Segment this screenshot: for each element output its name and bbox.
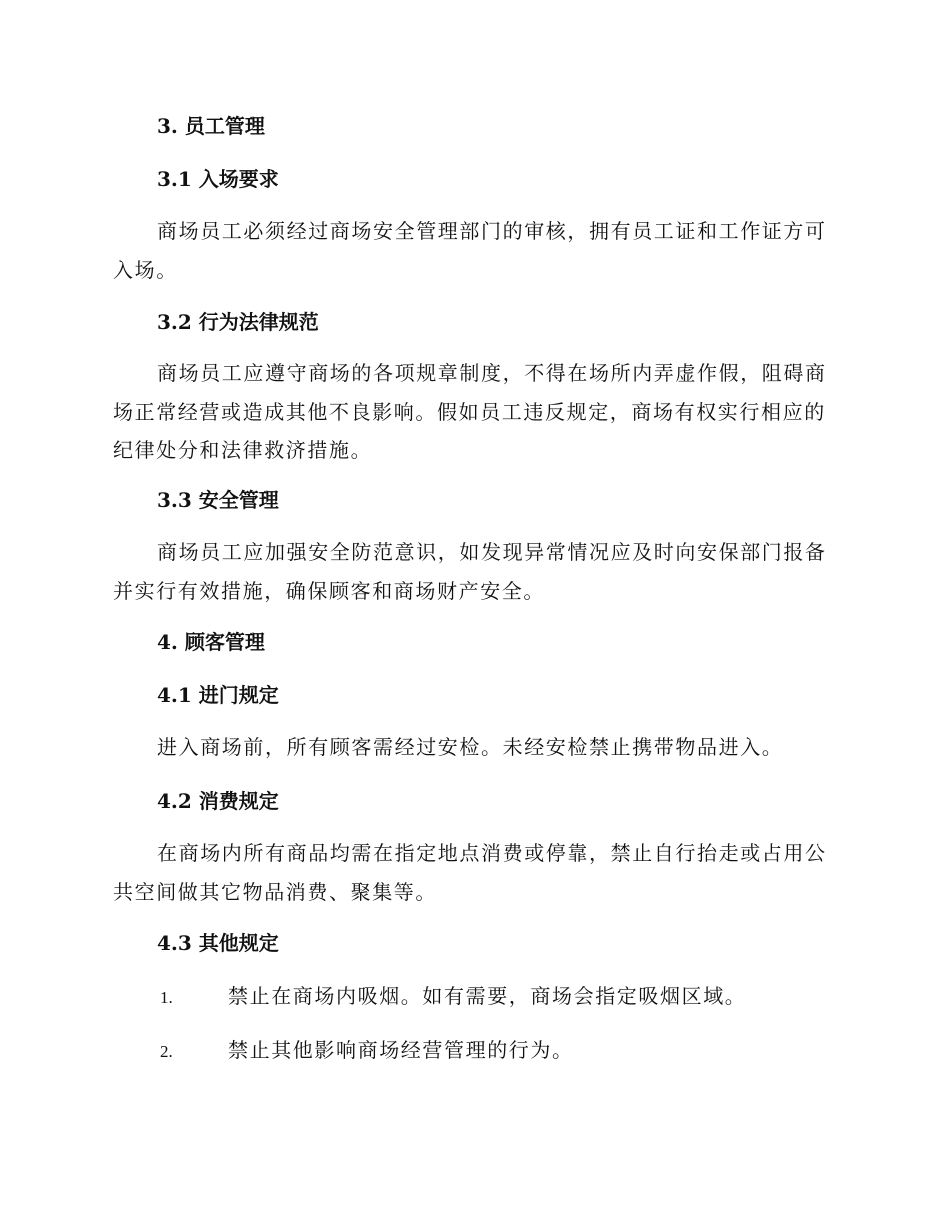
subsection-heading-3-3: 3.3 安全管理: [157, 488, 279, 512]
paragraph-3-3: 商场员工应加强安全防范意识，如发现异常情况应及时向安保部门报备并实行有效措施，确保顾客和商场财产安全。: [113, 540, 827, 603]
subsection-heading-3-2: 3.2 行为法律规范: [157, 310, 319, 334]
section-heading-3: 3. 员工管理: [157, 114, 265, 138]
list-item: [160, 1036, 574, 1066]
subsection-heading-3-1: 3.1 入场要求: [157, 167, 279, 191]
subsection-heading-4-2: 4.2 消费规定: [157, 789, 279, 813]
list-item: [160, 982, 746, 1012]
paragraph-3-2: 商场员工应遵守商场的各项规章制度，不得在场所内弄虚作假，阻碍商场正常经营或造成其他不良影响。假如员工违反规定，商场有权实行相应的纪律处分和法律救济措施。: [113, 361, 827, 462]
subsection-heading-4-3: 4.3 其他规定: [157, 931, 279, 955]
section-heading-4: 4. 顾客管理: [157, 630, 265, 654]
list-item-number: 1.: [160, 988, 173, 1007]
paragraph-4-1: 进入商场前，所有顾客需经过安检。未经安检禁止携带物品进入。: [157, 735, 784, 759]
paragraph-3-1: 商场员工必须经过商场安全管理部门的审核，拥有员工证和工作证方可入场。: [113, 219, 827, 282]
list-item-text: 禁止在商场内吸烟。如有需要，商场会指定吸烟区域。: [228, 984, 747, 1008]
list-item-text: 禁止其他影响商场经营管理的行为。: [228, 1038, 574, 1062]
list-item-number: 2.: [160, 1042, 173, 1061]
paragraph-4-2: 在商场内所有商品均需在指定地点消费或停靠，禁止自行抬走或占用公共空间做其它物品消费、聚集等。: [113, 841, 827, 904]
subsection-heading-4-1: 4.1 进门规定: [157, 683, 279, 707]
